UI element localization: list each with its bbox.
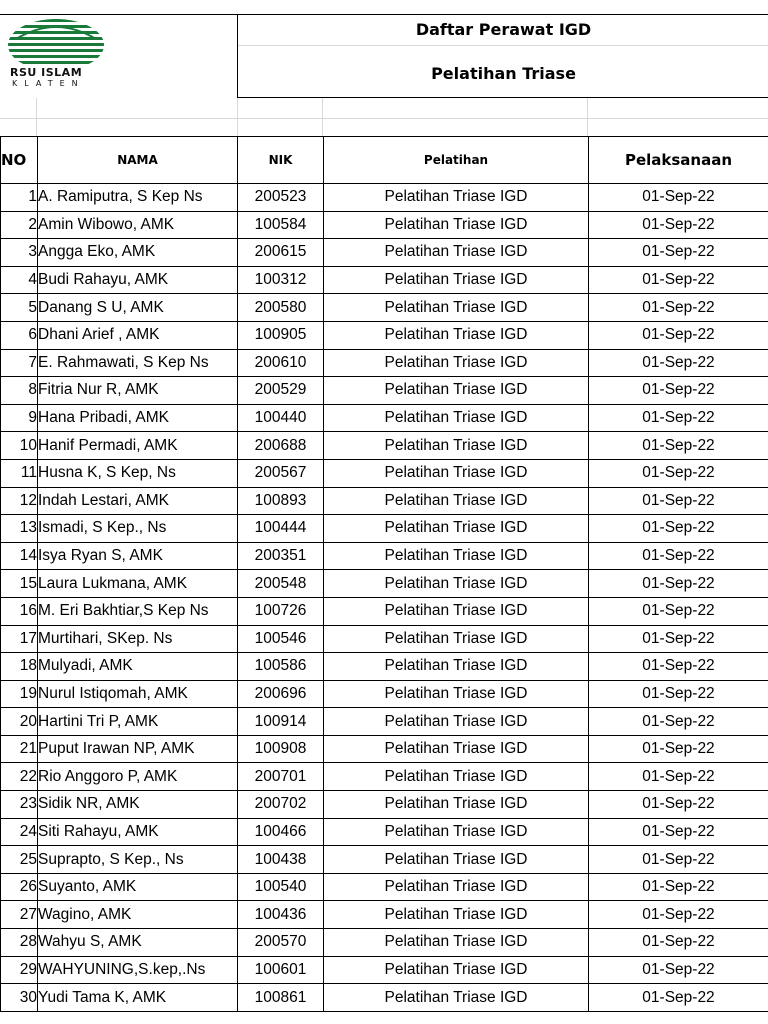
cell-nik: 100444 (238, 515, 324, 543)
hospital-logo-icon (6, 17, 106, 69)
cell-no: 23 (1, 791, 38, 819)
cell-pelaksanaan: 01-Sep-22 (589, 266, 768, 294)
cell-pelaksanaan: 01-Sep-22 (589, 570, 768, 598)
cell-pelaksanaan: 01-Sep-22 (589, 846, 768, 874)
cell-no: 8 (1, 377, 38, 405)
cell-nik: 200523 (238, 184, 324, 212)
cell-nama: Mulyadi, AMK (38, 653, 238, 681)
cell-nama: Budi Rahayu, AMK (38, 266, 238, 294)
table-row (1, 404, 768, 432)
grid-line (587, 98, 588, 136)
cell-nama: Yudi Tama K, AMK (38, 984, 238, 1012)
cell-pelaksanaan: 01-Sep-22 (589, 515, 768, 543)
cell-nama: Indah Lestari, AMK (38, 487, 238, 515)
cell-nama: Hartini Tri P, AMK (38, 708, 238, 736)
cell-nama: Nurul Istiqomah, AMK (38, 680, 238, 708)
table-row (1, 625, 768, 653)
table-row (1, 708, 768, 736)
cell-pelatihan: Pelatihan Triase IGD (324, 377, 589, 405)
cell-pelatihan: Pelatihan Triase IGD (324, 597, 589, 625)
table-row (1, 597, 768, 625)
cell-pelatihan: Pelatihan Triase IGD (324, 570, 589, 598)
cell-no: 14 (1, 542, 38, 570)
cell-pelatihan: Pelatihan Triase IGD (324, 432, 589, 460)
column-header-pelaksanaan: Pelaksanaan (589, 137, 768, 184)
cell-nik: 100312 (238, 266, 324, 294)
cell-nik: 200610 (238, 349, 324, 377)
cell-no: 2 (1, 211, 38, 239)
cell-nik: 200570 (238, 929, 324, 957)
cell-nik: 100893 (238, 487, 324, 515)
table-row (1, 349, 768, 377)
cell-pelatihan: Pelatihan Triase IGD (324, 929, 589, 957)
cell-nik: 200615 (238, 239, 324, 267)
cell-pelatihan: Pelatihan Triase IGD (324, 515, 589, 543)
cell-nama: Angga Eko, AMK (38, 239, 238, 267)
table-row (1, 321, 768, 349)
cell-nama: A. Ramiputra, S Kep Ns (38, 184, 238, 212)
cell-pelatihan: Pelatihan Triase IGD (324, 542, 589, 570)
cell-pelatihan: Pelatihan Triase IGD (324, 846, 589, 874)
cell-no: 29 (1, 956, 38, 984)
cell-pelatihan: Pelatihan Triase IGD (324, 349, 589, 377)
cell-nama: Husna K, S Kep, Ns (38, 459, 238, 487)
cell-nama: Wahyu S, AMK (38, 929, 238, 957)
cell-no: 9 (1, 404, 38, 432)
table-row (1, 377, 768, 405)
cell-pelaksanaan: 01-Sep-22 (589, 763, 768, 791)
cell-pelaksanaan: 01-Sep-22 (589, 349, 768, 377)
cell-pelaksanaan: 01-Sep-22 (589, 487, 768, 515)
cell-pelaksanaan: 01-Sep-22 (589, 625, 768, 653)
cell-pelaksanaan: 01-Sep-22 (589, 984, 768, 1012)
cell-pelaksanaan: 01-Sep-22 (589, 735, 768, 763)
document-header (0, 14, 768, 98)
cell-pelatihan: Pelatihan Triase IGD (324, 294, 589, 322)
cell-nik: 200702 (238, 791, 324, 819)
cell-nama: Rio Anggoro P, AMK (38, 763, 238, 791)
cell-pelaksanaan: 01-Sep-22 (589, 956, 768, 984)
cell-nik: 100908 (238, 735, 324, 763)
cell-no: 7 (1, 349, 38, 377)
cell-no: 16 (1, 597, 38, 625)
cell-no: 30 (1, 984, 38, 1012)
logo-city: KLATEN (12, 79, 85, 88)
cell-no: 6 (1, 321, 38, 349)
table-row (1, 515, 768, 543)
cell-pelaksanaan: 01-Sep-22 (589, 901, 768, 929)
cell-pelatihan: Pelatihan Triase IGD (324, 901, 589, 929)
cell-nama: Wagino, AMK (38, 901, 238, 929)
cell-no: 20 (1, 708, 38, 736)
grid-line (0, 118, 768, 119)
cell-pelatihan: Pelatihan Triase IGD (324, 653, 589, 681)
cell-pelatihan: Pelatihan Triase IGD (324, 211, 589, 239)
cell-no: 5 (1, 294, 38, 322)
cell-nama: WAHYUNING,S.kep,.Ns (38, 956, 238, 984)
cell-pelatihan: Pelatihan Triase IGD (324, 791, 589, 819)
table-header-row (1, 137, 768, 184)
cell-nik: 100601 (238, 956, 324, 984)
cell-nama: Amin Wibowo, AMK (38, 211, 238, 239)
cell-pelaksanaan: 01-Sep-22 (589, 239, 768, 267)
cell-nik: 200696 (238, 680, 324, 708)
cell-pelatihan: Pelatihan Triase IGD (324, 266, 589, 294)
cell-nama: M. Eri Bakhtiar,S Kep Ns (38, 597, 238, 625)
cell-nik: 100586 (238, 653, 324, 681)
cell-no: 11 (1, 459, 38, 487)
cell-pelatihan: Pelatihan Triase IGD (324, 956, 589, 984)
cell-nama: Danang S U, AMK (38, 294, 238, 322)
cell-nama: Hanif Permadi, AMK (38, 432, 238, 460)
column-header-nik: NIK (238, 137, 324, 184)
table-body (1, 184, 768, 1012)
cell-pelatihan: Pelatihan Triase IGD (324, 708, 589, 736)
logo-cell (0, 14, 237, 97)
cell-pelaksanaan: 01-Sep-22 (589, 929, 768, 957)
table-row (1, 239, 768, 267)
cell-pelaksanaan: 01-Sep-22 (589, 791, 768, 819)
table-row (1, 984, 768, 1012)
title-divider (238, 45, 768, 46)
cell-pelaksanaan: 01-Sep-22 (589, 211, 768, 239)
cell-no: 19 (1, 680, 38, 708)
cell-nama: Siti Rahayu, AMK (38, 818, 238, 846)
cell-nik: 100861 (238, 984, 324, 1012)
table-row (1, 901, 768, 929)
cell-pelatihan: Pelatihan Triase IGD (324, 735, 589, 763)
table-row (1, 956, 768, 984)
cell-nama: Sidik NR, AMK (38, 791, 238, 819)
cell-nik: 200529 (238, 377, 324, 405)
cell-nik: 100436 (238, 901, 324, 929)
table-row (1, 846, 768, 874)
cell-pelatihan: Pelatihan Triase IGD (324, 680, 589, 708)
cell-pelaksanaan: 01-Sep-22 (589, 542, 768, 570)
cell-nik: 100540 (238, 873, 324, 901)
cell-pelaksanaan: 01-Sep-22 (589, 321, 768, 349)
table-row (1, 487, 768, 515)
cell-nik: 100438 (238, 846, 324, 874)
cell-no: 21 (1, 735, 38, 763)
cell-nama: Isya Ryan S, AMK (38, 542, 238, 570)
table-row (1, 211, 768, 239)
cell-pelatihan: Pelatihan Triase IGD (324, 184, 589, 212)
column-header-pelatihan: Pelatihan (324, 137, 589, 184)
cell-nama: Puput Irawan NP, AMK (38, 735, 238, 763)
cell-pelaksanaan: 01-Sep-22 (589, 377, 768, 405)
cell-pelatihan: Pelatihan Triase IGD (324, 239, 589, 267)
cell-nama: Fitria Nur R, AMK (38, 377, 238, 405)
cell-no: 1 (1, 184, 38, 212)
cell-nik: 100905 (238, 321, 324, 349)
grid-line (237, 98, 238, 136)
cell-no: 24 (1, 818, 38, 846)
cell-pelatihan: Pelatihan Triase IGD (324, 984, 589, 1012)
grid-line (36, 98, 37, 136)
cell-pelaksanaan: 01-Sep-22 (589, 818, 768, 846)
cell-no: 26 (1, 873, 38, 901)
cell-nik: 100546 (238, 625, 324, 653)
cell-nik: 100466 (238, 818, 324, 846)
cell-nik: 200351 (238, 542, 324, 570)
cell-nik: 100584 (238, 211, 324, 239)
cell-pelaksanaan: 01-Sep-22 (589, 597, 768, 625)
table-row (1, 680, 768, 708)
table-row (1, 432, 768, 460)
table-row (1, 266, 768, 294)
table-row (1, 818, 768, 846)
cell-no: 18 (1, 653, 38, 681)
table-row (1, 294, 768, 322)
table-row (1, 184, 768, 212)
nurse-table (0, 136, 768, 1012)
table-row (1, 929, 768, 957)
table-row (1, 791, 768, 819)
cell-pelaksanaan: 01-Sep-22 (589, 294, 768, 322)
cell-no: 4 (1, 266, 38, 294)
cell-pelatihan: Pelatihan Triase IGD (324, 459, 589, 487)
cell-pelaksanaan: 01-Sep-22 (589, 404, 768, 432)
cell-nama: Murtihari, SKep. Ns (38, 625, 238, 653)
cell-no: 13 (1, 515, 38, 543)
table-row (1, 459, 768, 487)
cell-no: 3 (1, 239, 38, 267)
cell-pelaksanaan: 01-Sep-22 (589, 184, 768, 212)
cell-pelatihan: Pelatihan Triase IGD (324, 763, 589, 791)
cell-no: 22 (1, 763, 38, 791)
cell-no: 15 (1, 570, 38, 598)
cell-pelaksanaan: 01-Sep-22 (589, 873, 768, 901)
cell-nama: Suprapto, S Kep., Ns (38, 846, 238, 874)
cell-no: 12 (1, 487, 38, 515)
table-row (1, 570, 768, 598)
grid-line (322, 98, 323, 136)
logo-name: RSU ISLAM (10, 66, 83, 79)
table-row (1, 735, 768, 763)
cell-nik: 200548 (238, 570, 324, 598)
table-row (1, 653, 768, 681)
cell-pelaksanaan: 01-Sep-22 (589, 708, 768, 736)
document-subtitle: Pelatihan Triase (431, 64, 576, 83)
cell-nama: Suyanto, AMK (38, 873, 238, 901)
cell-pelatihan: Pelatihan Triase IGD (324, 321, 589, 349)
cell-no: 17 (1, 625, 38, 653)
cell-pelaksanaan: 01-Sep-22 (589, 432, 768, 460)
table-row (1, 542, 768, 570)
table-row (1, 873, 768, 901)
cell-no: 25 (1, 846, 38, 874)
cell-no: 27 (1, 901, 38, 929)
cell-nik: 200567 (238, 459, 324, 487)
cell-no: 10 (1, 432, 38, 460)
cell-nik: 200688 (238, 432, 324, 460)
cell-pelatihan: Pelatihan Triase IGD (324, 404, 589, 432)
cell-nama: Ismadi, S Kep., Ns (38, 515, 238, 543)
cell-nik: 200580 (238, 294, 324, 322)
column-header-nama: NAMA (38, 137, 238, 184)
column-header-no: NO (1, 137, 38, 184)
cell-pelaksanaan: 01-Sep-22 (589, 459, 768, 487)
cell-pelatihan: Pelatihan Triase IGD (324, 873, 589, 901)
cell-nama: Laura Lukmana, AMK (38, 570, 238, 598)
table-row (1, 763, 768, 791)
cell-pelaksanaan: 01-Sep-22 (589, 680, 768, 708)
cell-nik: 100726 (238, 597, 324, 625)
cell-nik: 100440 (238, 404, 324, 432)
cell-pelatihan: Pelatihan Triase IGD (324, 487, 589, 515)
cell-nik: 100914 (238, 708, 324, 736)
cell-nik: 200701 (238, 763, 324, 791)
cell-no: 28 (1, 929, 38, 957)
cell-pelatihan: Pelatihan Triase IGD (324, 818, 589, 846)
cell-pelaksanaan: 01-Sep-22 (589, 653, 768, 681)
document-title: Daftar Perawat IGD (415, 20, 592, 39)
cell-pelatihan: Pelatihan Triase IGD (324, 625, 589, 653)
cell-nama: Hana Pribadi, AMK (38, 404, 238, 432)
cell-nama: Dhani Arief , AMK (38, 321, 238, 349)
cell-nama: E. Rahmawati, S Kep Ns (38, 349, 238, 377)
title-cell (237, 14, 768, 98)
